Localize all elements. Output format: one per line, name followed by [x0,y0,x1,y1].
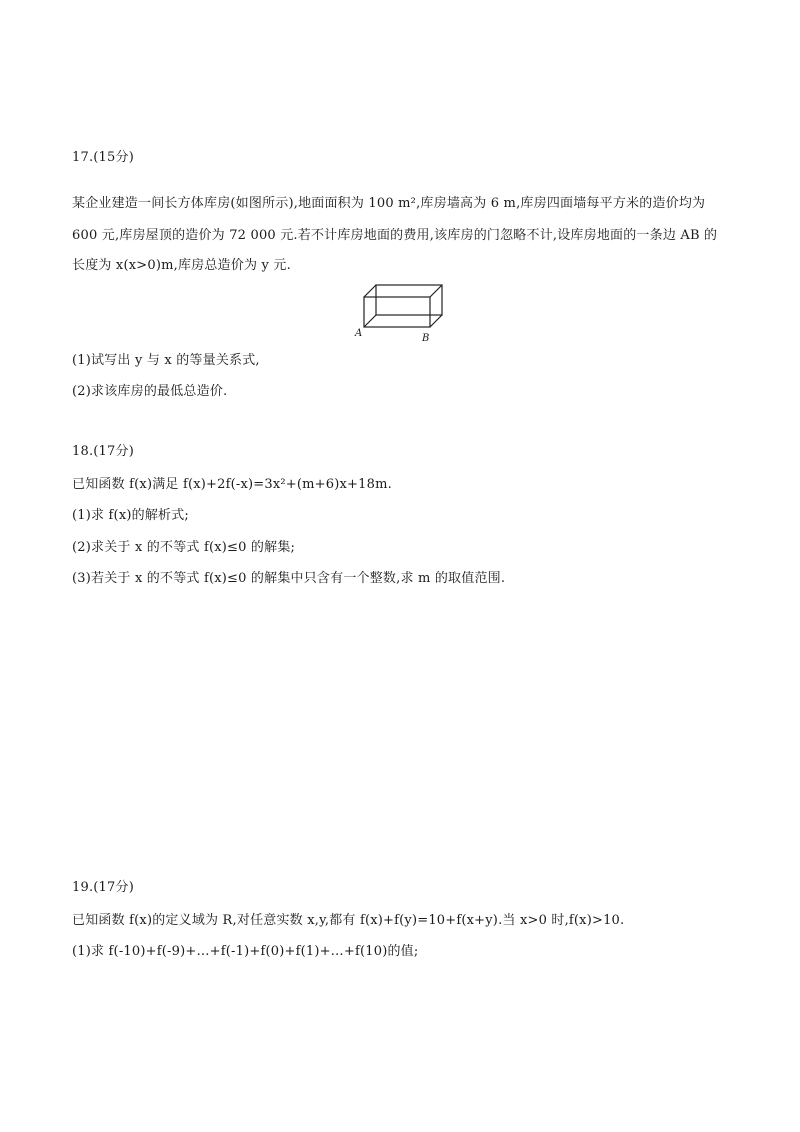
cuboid-figure [352,282,452,346]
q18-sub-3: (3)若关于 x 的不等式 f(x)≤0 的解集中只含有一个整数,求 m 的取值范围. [72,571,506,586]
q19-header: 19.(17分) [72,880,134,895]
q19-stem: 已知函数 f(x)的定义域为 R,对任意实数 x,y,都有 f(x)+f(y)=10+f(x+y).当 x>0 时,f(x)>10. [72,913,625,928]
cuboid-edge [364,315,376,327]
cuboid-diagram [352,282,452,346]
q17-stem-line-1: 某企业建造一间长方体库房(如图所示),地面面积为 100 m²,库房墙高为 6 m,库房四面墙每平方米的造价均为 [72,196,706,211]
q19-sub-1: (1)求 f(-10)+f(-9)+…+f(-1)+f(0)+f(1)+…+f(10)的值; [72,944,419,959]
q17-sub-1: (1)试写出 y 与 x 的等量关系式, [72,353,260,368]
q18-sub-1: (1)求 f(x)的解析式; [72,508,190,523]
cuboid-label-b: B [422,333,430,344]
q17-stem-line-3: 长度为 x(x>0)m,库房总造价为 y 元. [72,258,291,273]
cuboid-edge [430,315,442,327]
cuboid-back-face [376,285,442,315]
q18-header: 18.(17分) [72,444,134,459]
q17-stem-line-2: 600 元,库房屋顶的造价为 72 000 元.若不计库房地面的费用,该库房的门忽略不计,设库房地面的一条边 AB 的 [72,228,718,243]
cuboid-edge [364,285,376,297]
q18-sub-2: (2)求关于 x 的不等式 f(x)≤0 的解集; [72,540,296,555]
cuboid-edge [430,285,442,297]
q17-header: 17.(15分) [72,150,134,165]
cuboid-front-face [364,297,430,327]
cuboid-label-a: A [355,328,363,339]
q18-stem: 已知函数 f(x)满足 f(x)+2f(-x)=3x²+(m+6)x+18m. [72,477,392,492]
q17-sub-2: (2)求该库房的最低总造价. [72,384,228,399]
